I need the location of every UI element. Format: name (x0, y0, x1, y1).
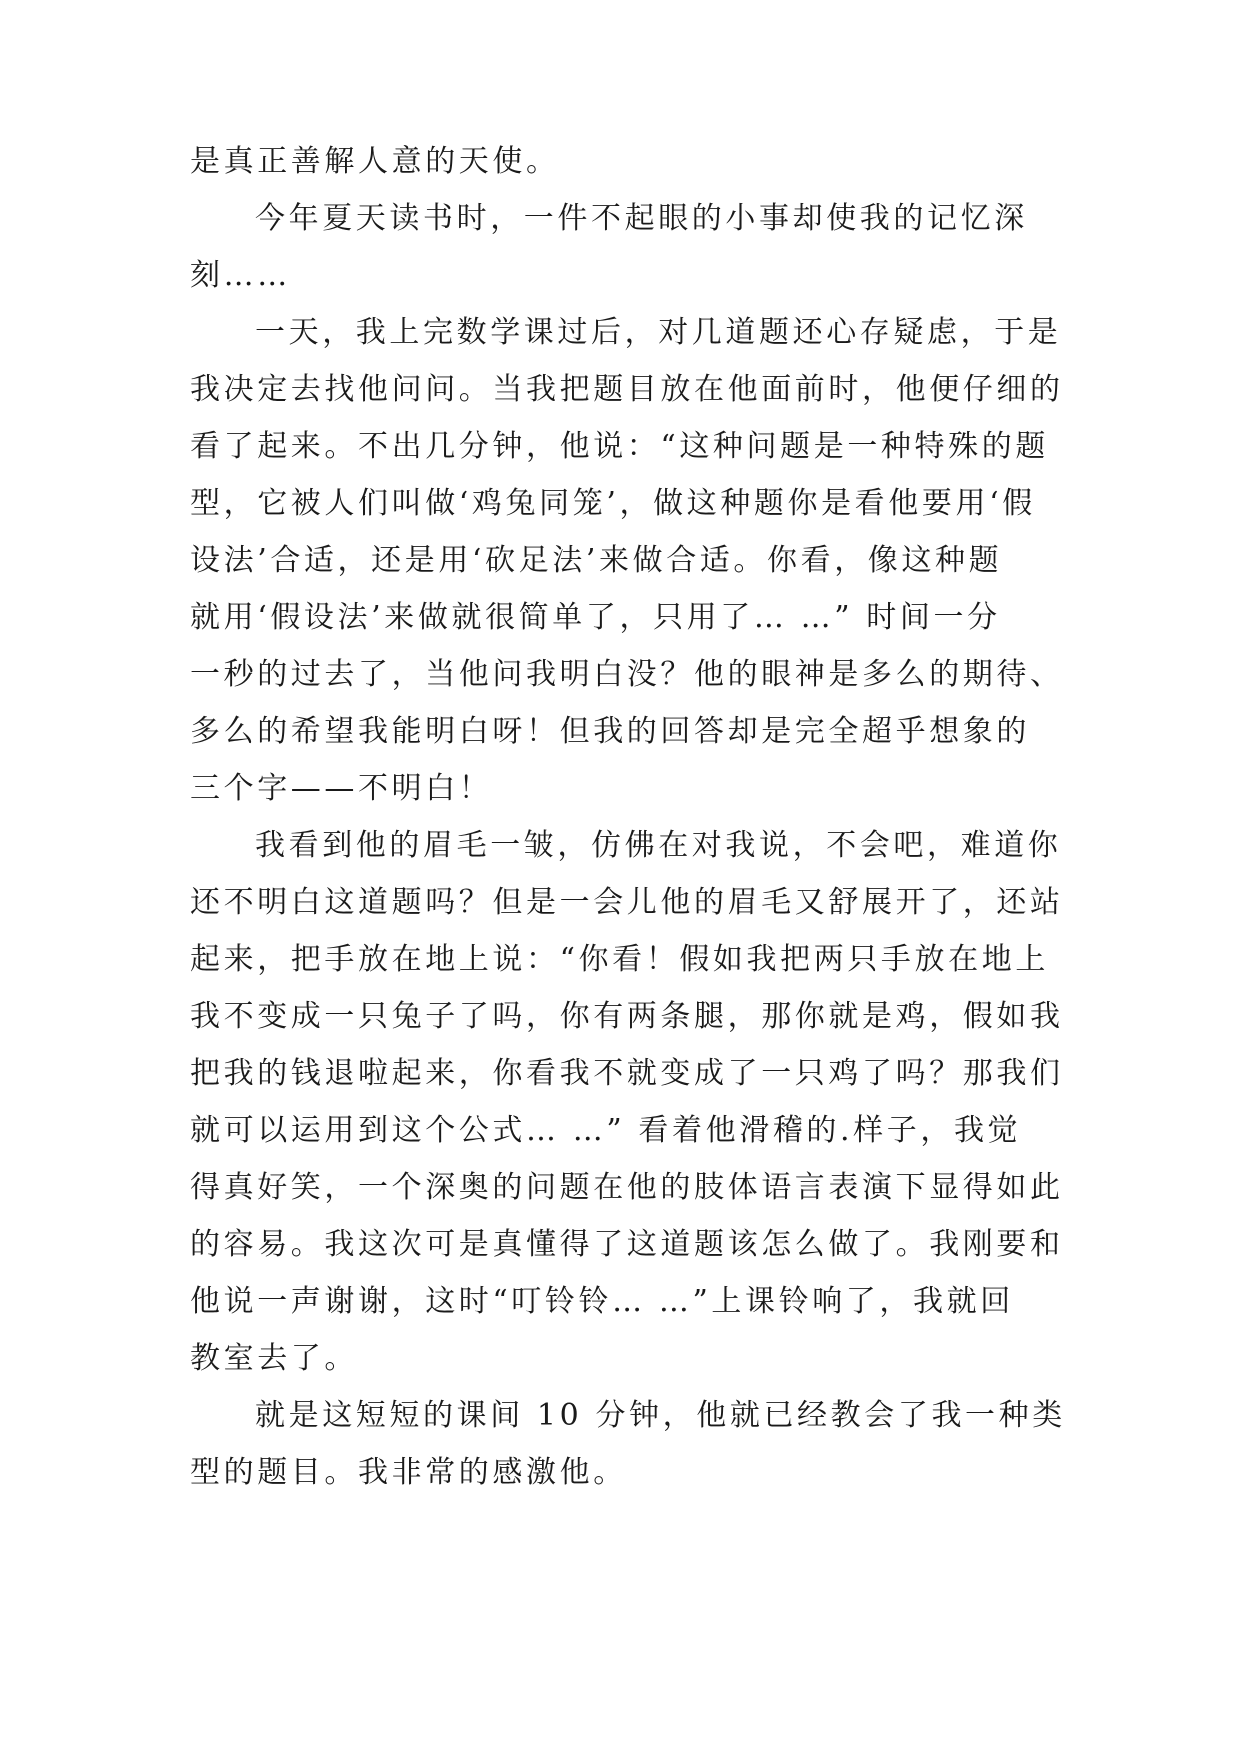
text-line: 的容易。我这次可是真懂得了这道题该怎么做了。我刚要和 (190, 1227, 1064, 1262)
text-line: 一秒的过去了，当他问我明白没？他的眼神是多么的期待、 (190, 657, 1064, 692)
text-line: 还不明白这道题吗？但是一会儿他的眉毛又舒展开了，还站 (190, 885, 1064, 920)
text-line: 起来，把手放在地上说：“你看！假如我把两只手放在地上 (190, 942, 1049, 977)
text-line: 设法’合适，还是用‘砍足法’来做合适。你看，像这种题 (190, 543, 1003, 578)
paragraph-start: 一天，我上完数学课过后，对几道题还心存疑虑，于是 (255, 315, 1062, 350)
text-line: 就用‘假设法’来做就很简单了，只用了… …” 时间一分 (190, 600, 1001, 635)
text-line: 型的题目。我非常的感激他。 (190, 1455, 627, 1490)
paragraph-start: 就是这短短的课间 10 分钟，他就已经教会了我一种类 (255, 1398, 1066, 1433)
text-line: 得真好笑，一个深奥的问题在他的肢体语言表演下显得如此 (190, 1170, 1064, 1205)
text-line: 我不变成一只兔子了吗，你有两条腿，那你就是鸡，假如我 (190, 999, 1064, 1034)
text-line: 他说一声谢谢，这时“叮铃铃… …”上课铃响了，我就回 (190, 1284, 1014, 1319)
text-line: 多么的希望我能明白呀！但我的回答却是完全超乎想象的 (190, 714, 1030, 749)
text-line: 教室去了。 (190, 1341, 358, 1376)
text-line: 看了起来。不出几分钟，他说：“这种问题是一种特殊的题 (190, 429, 1049, 464)
text-line: 是真正善解人意的天使。 (190, 144, 560, 179)
text-line: 我决定去找他问问。当我把题目放在他面前时，他便仔细的 (190, 372, 1064, 407)
text-line: 就可以运用到这个公式… …” 看着他滑稽的.样子，我觉 (190, 1113, 1022, 1148)
text-line: 三个字——不明白！ (190, 771, 493, 806)
text-line: 型，它被人们叫做‘鸡兔同笼’，做这种题你是看他要用‘假 (190, 486, 1036, 521)
paragraph-start: 我看到他的眉毛一皱，仿佛在对我说，不会吧，难道你 (255, 828, 1062, 863)
text-line: 刻…… (190, 258, 291, 293)
paragraph-start: 今年夏天读书时，一件不起眼的小事却使我的记忆深 (255, 201, 1028, 236)
text-line: 把我的钱退啦起来，你看我不就变成了一只鸡了吗？那我们 (190, 1056, 1064, 1091)
